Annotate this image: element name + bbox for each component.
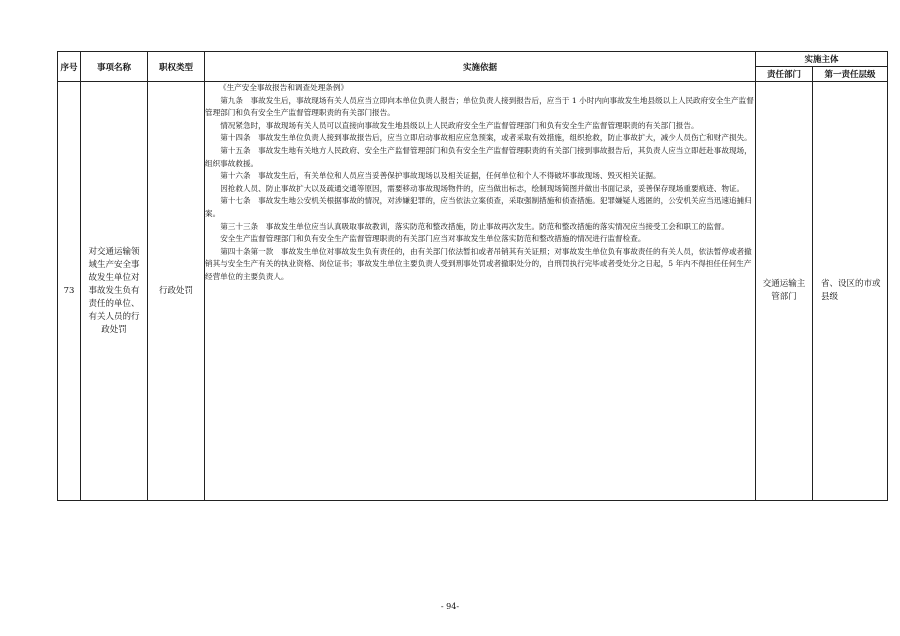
row-name: 对交通运输领域生产安全事故发生单位对事故发生负有责任的单位、有关人员的行政处罚: [81, 82, 148, 501]
header-subject: 实施主体: [756, 52, 888, 67]
row-type: 行政处罚: [148, 82, 205, 501]
basis-paragraph: 第三十三条 事故发生单位应当认真吸取事故教训，落实防范和整改措施，防止事故再次发生。防范和整改措施的落实情况应当接受工会和职工的监督。: [220, 221, 729, 231]
basis-paragraph: 第十六条 事故发生后，有关单位和人员应当妥善保护事故现场以及相关证据，任何单位和个人不得破坏事故现场、毁灭相关证据。: [220, 171, 661, 181]
basis-paragraph: 情况紧急时，事故现场有关人员可以直接向事故发生地县级以上人民政府安全生产监督管理部门和负有安全生产监督管理职责的有关部门报告。: [220, 120, 699, 130]
table-row: [58, 82, 888, 501]
row-no: 73: [58, 82, 81, 501]
authority-table: [57, 51, 888, 501]
header-type: 职权类型: [148, 52, 205, 82]
header-dept: 责任部门: [756, 67, 813, 82]
header-name: 事项名称: [81, 52, 148, 82]
header-no: 序号: [58, 52, 81, 82]
basis-paragraph: 安全生产监督管理部门和负有安全生产监督管理职责的有关部门应当对事故发生单位落实防范和整改措施的情况进行监督检查。: [220, 234, 646, 244]
basis-paragraph: 第十四条 事故发生单位负责人接到事故报告后，应当立即启动事故相应应急预案，或者采取有效措施，组织抢救，防止事故扩大，减少人员伤亡和财产损失。: [220, 133, 752, 143]
basis-paragraph: 因抢救人员、防止事故扩大以及疏通交通等原因，需要移动事故现场物件的，应当做出标志，绘制现场简图并做出书面记录，妥善保存现场重要痕迹、物证。: [220, 183, 745, 193]
basis-paragraph: 第四十条第一款 事故发生单位对事故发生负有责任的，由有关部门依法暂扣或者吊销其有关证照；对事故发生单位负有事故责任的有关人员，依法暂停或者撤销其与安全生产有关的执业资格、岗位证书；事故发生单位主要负责人受到刑事处罚或者撤职处分的，自刑罚执行完毕或者受处分之日起，5 年内不得担任任何生产经营单位的主要负责人。: [205, 246, 752, 281]
basis-paragraph: 第九条 事故发生后，事故现场有关人员应当立即向本单位负责人报告；单位负责人接到报告后，应当于 1 小时内向事故发生地县级以上人民政府安全生产监督管理部门和负有安全生产监督管理职责的有关部门报告。: [205, 95, 754, 118]
header-basis: 实施依据: [205, 52, 756, 82]
basis-title: 《生产安全事故报告和调查处理条例》: [219, 83, 349, 92]
header-level: 第一责任层级: [813, 67, 888, 82]
basis-paragraph: 第十五条 事故发生地有关地方人民政府、安全生产监督管理部门和负有安全生产监督管理职责的有关部门接到事故报告后，其负责人应当立即赶赴事故现场，组织事故救援。: [205, 145, 752, 168]
row-dept: 交通运输主管部门: [756, 82, 813, 501]
page-number: - 94-: [440, 602, 460, 611]
row-level: 省、设区的市或县级: [813, 82, 888, 501]
row-basis: [205, 82, 756, 501]
basis-paragraph: 第十七条 事故发生地公安机关根据事故的情况，对涉嫌犯罪的，应当依法立案侦查，采取强制措施和侦查措施。犯罪嫌疑人逃匿的，公安机关应当迅速追捕归案。: [205, 196, 752, 218]
